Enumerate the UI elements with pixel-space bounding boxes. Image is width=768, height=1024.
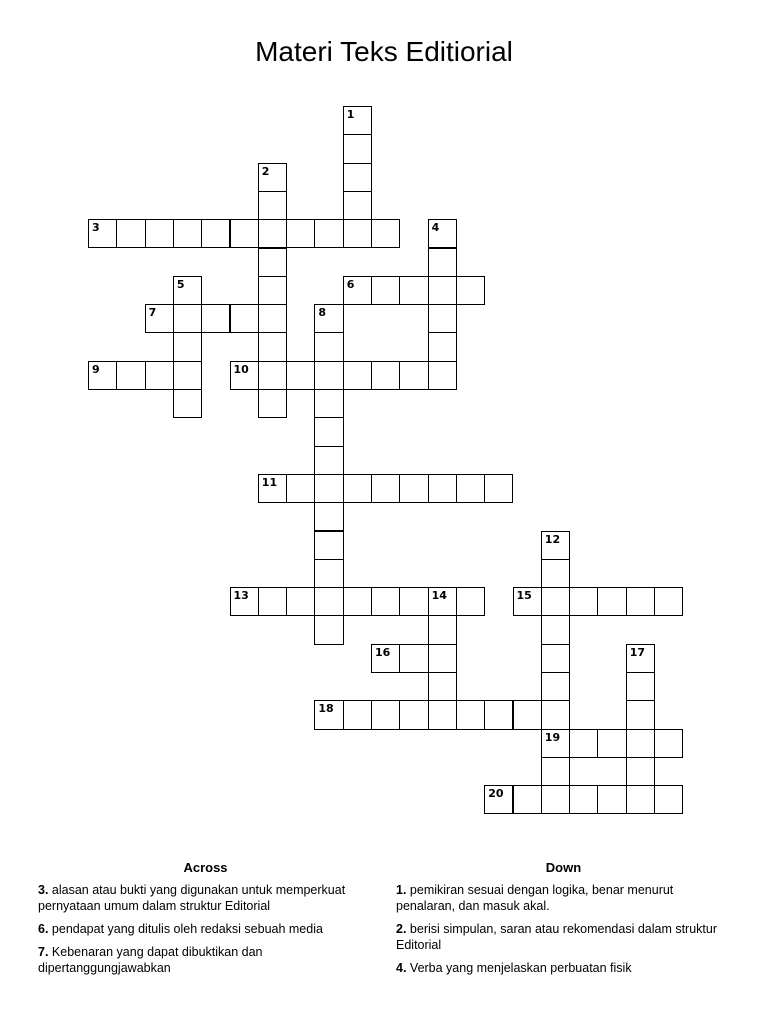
grid-cell[interactable] [399, 361, 428, 390]
grid-cell[interactable] [626, 700, 655, 729]
grid-cell[interactable] [569, 785, 598, 814]
grid-cell[interactable] [428, 248, 457, 277]
grid-cell[interactable] [626, 729, 655, 758]
grid-cell[interactable] [286, 361, 315, 390]
clue-across-6: 6. pendapat yang ditulis oleh redaksi sebuah media [38, 922, 323, 936]
grid-cell[interactable] [371, 474, 400, 503]
grid-cell[interactable] [371, 276, 400, 305]
grid-cell[interactable] [541, 615, 570, 644]
grid-cell[interactable] [513, 587, 542, 616]
grid-cell[interactable] [343, 191, 372, 220]
grid-cell[interactable] [541, 587, 570, 616]
clue-down-2: 2. berisi simpulan, saran atau rekomendasi dalam struktur Editorial [396, 922, 718, 952]
down-clues [396, 860, 731, 983]
grid-cell[interactable] [654, 587, 683, 616]
grid-cell[interactable] [286, 219, 315, 248]
grid-cell[interactable] [343, 106, 372, 135]
grid-cell[interactable] [343, 276, 372, 305]
grid-cell[interactable] [258, 474, 287, 503]
grid-cell[interactable] [371, 644, 400, 673]
down-heading: Down [545, 860, 582, 875]
grid-cell[interactable] [484, 785, 513, 814]
grid-cell[interactable] [626, 672, 655, 701]
grid-cell[interactable] [569, 587, 598, 616]
grid-cell[interactable] [314, 417, 343, 446]
grid-cell[interactable] [230, 304, 259, 333]
grid-cell[interactable] [173, 304, 202, 333]
clue-number: 16 [375, 645, 391, 659]
grid-cell[interactable] [145, 219, 174, 248]
clue-down-4: 4. Verba yang menjelaskan perbuatan fisik [396, 961, 632, 975]
grid-cell[interactable] [343, 474, 372, 503]
grid-cell[interactable] [314, 559, 343, 588]
grid-cell[interactable] [173, 332, 202, 361]
grid-cell[interactable] [258, 332, 287, 361]
clue-number: 15 [516, 589, 532, 603]
clue-down-1: 1. pemikiran sesuai dengan logika, benar menurut penalaran, dan masuk akal. [396, 883, 674, 913]
grid-cell[interactable] [371, 219, 400, 248]
grid-cell[interactable] [428, 276, 457, 305]
grid-cell[interactable] [258, 276, 287, 305]
grid-cell[interactable] [258, 361, 287, 390]
grid-cell[interactable] [484, 474, 513, 503]
grid-cell[interactable] [428, 474, 457, 503]
grid-cell[interactable] [116, 219, 145, 248]
grid-cell[interactable] [173, 361, 202, 390]
grid-cell[interactable] [428, 361, 457, 390]
grid-cell[interactable] [428, 332, 457, 361]
grid-cell[interactable] [569, 729, 598, 758]
grid-cell[interactable] [343, 134, 372, 163]
grid-cell[interactable] [399, 276, 428, 305]
grid-cell[interactable] [541, 729, 570, 758]
grid-cell[interactable] [428, 615, 457, 644]
grid-cell[interactable] [371, 587, 400, 616]
grid-cell[interactable] [541, 644, 570, 673]
grid-cell[interactable] [145, 304, 174, 333]
clue-number: 14 [431, 589, 447, 603]
grid-cell[interactable] [428, 587, 457, 616]
clue-number: 6 [346, 277, 355, 291]
across-heading: Across [183, 860, 228, 875]
clue-number: 11 [261, 475, 278, 489]
grid-cell[interactable] [597, 587, 626, 616]
grid-cell[interactable] [314, 531, 343, 560]
grid-cell[interactable] [230, 219, 259, 248]
clue-number: 19 [544, 730, 561, 744]
grid-cell[interactable] [513, 700, 542, 729]
grid-cell[interactable] [371, 700, 400, 729]
grid-cell[interactable] [399, 700, 428, 729]
clue-number: 13 [233, 589, 249, 603]
grid-cell[interactable] [314, 700, 343, 729]
grid-cell[interactable] [541, 559, 570, 588]
grid-cell[interactable] [343, 361, 372, 390]
grid-cell[interactable] [541, 672, 570, 701]
grid-cell[interactable] [314, 615, 343, 644]
grid-cell[interactable] [88, 219, 117, 248]
grid-cell[interactable] [371, 361, 400, 390]
grid-cell[interactable] [597, 729, 626, 758]
grid-cell[interactable] [456, 276, 485, 305]
clue-number: 8 [318, 306, 327, 320]
grid-cell[interactable] [343, 587, 372, 616]
grid-cell[interactable] [343, 219, 372, 248]
grid-cell[interactable] [597, 785, 626, 814]
grid-cell[interactable] [626, 757, 655, 786]
grid-cell[interactable] [258, 219, 287, 248]
clue-across-3: 3. alasan atau bukti yang digunakan untuk memperkuat pernyataan umum dalam struktur Editorial [38, 883, 346, 913]
grid-cell[interactable] [258, 191, 287, 220]
grid-cell[interactable] [654, 785, 683, 814]
grid-cell[interactable] [654, 729, 683, 758]
grid-cell[interactable] [541, 785, 570, 814]
clue-number: 3 [92, 221, 100, 235]
across-clues [38, 860, 373, 983]
grid-cell[interactable] [314, 587, 343, 616]
clue-number: 7 [148, 306, 157, 320]
page-title: Materi Teks Editiorial [255, 36, 513, 67]
grid-cell[interactable] [88, 361, 117, 390]
grid-cell[interactable] [541, 531, 570, 560]
grid-cell[interactable] [230, 361, 259, 390]
clue-number: 9 [92, 362, 100, 376]
grid-cell[interactable] [456, 587, 485, 616]
grid-cell[interactable] [286, 474, 315, 503]
clue-number: 17 [629, 645, 645, 659]
grid-cell[interactable] [173, 219, 202, 248]
grid-cell[interactable] [201, 219, 230, 248]
grid-cell[interactable] [230, 587, 259, 616]
clue-number: 10 [233, 362, 249, 376]
grid-cell[interactable] [314, 446, 343, 475]
grid-cell[interactable] [314, 219, 343, 248]
grid-cell[interactable] [343, 163, 372, 192]
grid-cell[interactable] [201, 304, 230, 333]
grid-cell[interactable] [286, 587, 315, 616]
grid-cell[interactable] [513, 785, 542, 814]
grid-cell[interactable] [314, 389, 343, 418]
clue-across-7: 7. Kebenaran yang dapat dibuktikan dan dipertanggungjawabkan [38, 945, 263, 975]
grid-cell[interactable] [456, 474, 485, 503]
grid-cell[interactable] [428, 304, 457, 333]
grid-cell[interactable] [541, 700, 570, 729]
grid-cell[interactable] [399, 474, 428, 503]
clue-number: 1 [346, 108, 355, 121]
grid-cell[interactable] [314, 474, 343, 503]
clue-number: 12 [544, 532, 561, 546]
grid-cell[interactable] [484, 700, 513, 729]
clue-number: 5 [176, 277, 185, 291]
grid-cell[interactable] [258, 389, 287, 418]
grid-cell[interactable] [258, 163, 287, 192]
grid-cell[interactable] [173, 276, 202, 305]
grid-cell[interactable] [626, 587, 655, 616]
clue-number: 20 [488, 787, 504, 801]
grid-cell[interactable] [314, 361, 343, 390]
grid-cell[interactable] [343, 700, 372, 729]
grid-cell[interactable] [626, 644, 655, 673]
grid-cell[interactable] [173, 389, 202, 418]
grid-cell[interactable] [626, 785, 655, 814]
clue-number: 4 [431, 221, 440, 235]
clue-number: 18 [318, 702, 334, 716]
clue-number: 2 [261, 164, 270, 178]
grid-cell[interactable] [258, 304, 287, 333]
grid-cell[interactable] [258, 587, 287, 616]
grid-cell[interactable] [145, 361, 174, 390]
grid-cell[interactable] [116, 361, 145, 390]
grid-cell[interactable] [314, 502, 343, 531]
grid-cell[interactable] [428, 672, 457, 701]
grid-cell[interactable] [428, 644, 457, 673]
grid-cell[interactable] [456, 700, 485, 729]
grid-cell[interactable] [399, 587, 428, 616]
grid-cell[interactable] [314, 304, 343, 333]
grid-cell[interactable] [541, 757, 570, 786]
grid-cell[interactable] [314, 332, 343, 361]
grid-cell[interactable] [399, 644, 428, 673]
grid-cell[interactable] [428, 219, 457, 248]
grid-cell[interactable] [428, 700, 457, 729]
grid-cell[interactable] [258, 248, 287, 277]
